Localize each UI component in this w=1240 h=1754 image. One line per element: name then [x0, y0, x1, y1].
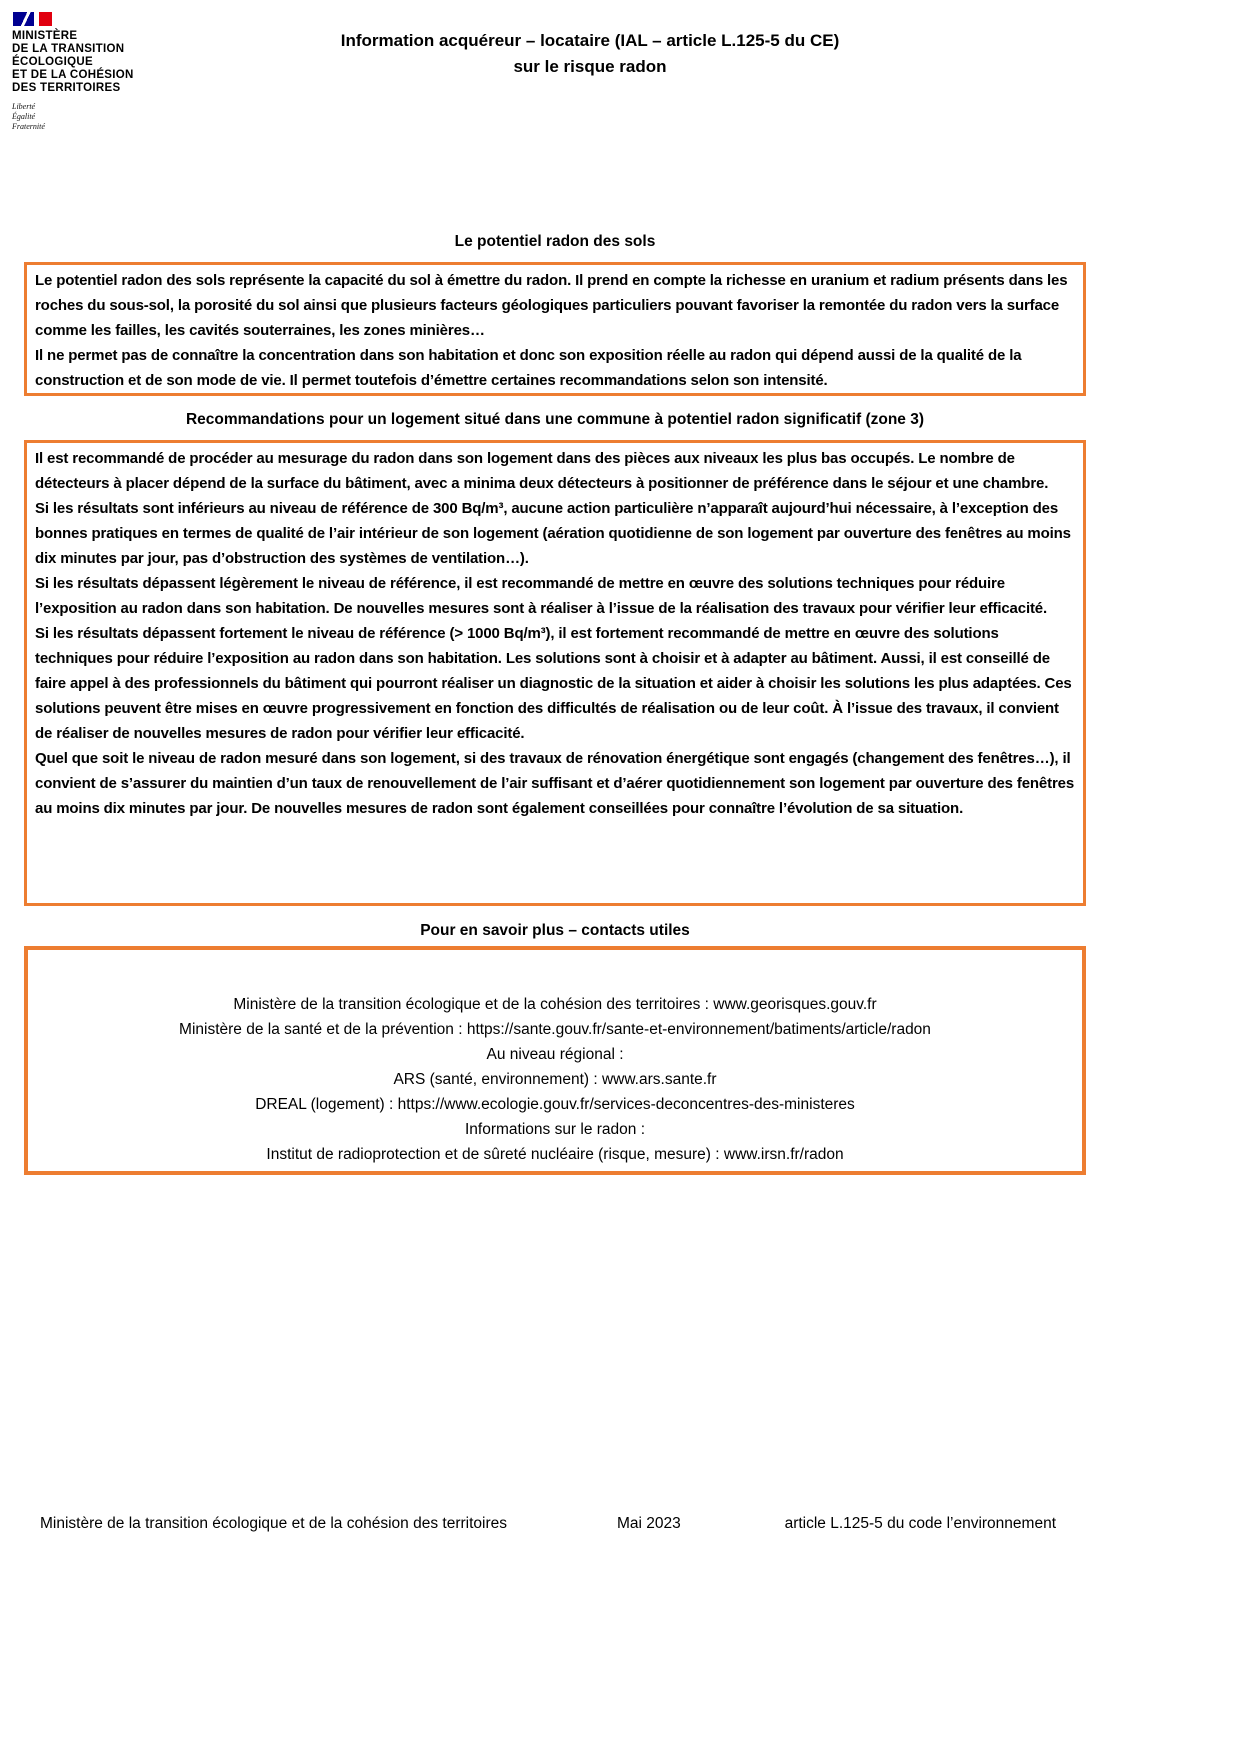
paragraph: Il est recommandé de procéder au mesurage du radon dans son logement dans des pièces aux niveaux les plus bas occupés. Le nombre de détecteurs à placer dépend de la surface du bâtiment, avec a minima deux détecteurs à positionner de préférence dans le séjour et une chambre. — [35, 450, 1049, 492]
flag-red-block — [39, 12, 52, 26]
document-title-line2: sur le risque radon — [513, 57, 667, 76]
paragraph: Le potentiel radon des sols représente la capacité du sol à émettre du radon. Il prend en compte la richesse en uranium et radium présents dans les roches du sous-sol, la porosité du sol ainsi que plusieurs facteurs géologiques particuliers pouvant favoriser la remontée du radon vers la surface comme les failles, les cavités souterraines, les zones minières… — [35, 272, 1068, 339]
potential-box — [24, 262, 1086, 396]
recommendations-box — [24, 440, 1086, 906]
ministry-line: DES TERRITOIRES — [12, 82, 121, 94]
document-title — [0, 28, 1180, 80]
contacts-box — [24, 946, 1086, 1175]
paragraph: Si les résultats sont inférieurs au niveau de référence de 300 Bq/m³, aucune action particulière n’apparaît aujourd’hui nécessaire, à l’exception des bonnes pratiques en termes de qualité de l’air intérieur de son logement (aération quotidienne de son logement par ouverture des fenêtres au moins dix minutes par jour, pas d’obstruction des systèmes de ventilation…). — [35, 500, 1071, 567]
contact-line: Au niveau régional : — [486, 1046, 624, 1063]
ministry-line: ÉCOLOGIQUE — [12, 56, 93, 68]
ministry-line: DE LA TRANSITION — [12, 43, 125, 55]
contact-line: Ministère de la transition écologique et de la cohésion des territoires : www.georisques.gouv.fr — [233, 996, 877, 1013]
footer-ministry: Ministère de la transition écologique et de la cohésion des territoires — [40, 1515, 507, 1532]
paragraph: Il ne permet pas de connaître la concentration dans son habitation et donc son exposition réelle au radon qui dépend aussi de la qualité de la construction et de son mode de vie. Il permet toutefois d’émettre certaines recommandations selon son intensité. — [35, 347, 1022, 389]
contact-line: Informations sur le radon : — [464, 1121, 646, 1138]
ministry-line: MINISTÈRE — [12, 30, 78, 42]
contact-line: DREAL (logement) : https://www.ecologie.gouv.fr/services-deconcentres-des-ministeres — [255, 1096, 855, 1113]
paragraph: Si les résultats dépassent légèrement le niveau de référence, il est recommandé de mettre en œuvre des solutions techniques pour réduire l’exposition au radon dans son habitation. De nouvelles mesures sont à réaliser à l’issue de la réalisation des travaux pour vérifier leur efficacité. — [35, 575, 1048, 617]
motto-line: Liberté — [12, 102, 36, 111]
paragraph: Quel que soit le niveau de radon mesuré dans son logement, si des travaux de rénovation énergétique sont engagés (changement des fenêtres…), il convient de s’assurer du maintien d’un taux de renouvellement de l’air suffisant et d’aérer quotidiennement son logement par ouverture des fenêtres au moins dix minutes par jour. De nouvelles mesures de radon sont également conseillées pour connaître l’évolution de sa situation. — [35, 750, 1075, 817]
section-heading-recommendations: Recommandations pour un logement situé dans une commune à potentiel radon significatif (zone 3) — [185, 411, 925, 428]
footer-date: Mai 2023 — [617, 1515, 681, 1532]
document-title-line1: Information acquéreur – locataire (IAL – article L.125-5 du CE) — [340, 31, 840, 50]
republic-motto — [12, 102, 212, 132]
section-heading-contacts: Pour en savoir plus – contacts utiles — [420, 922, 690, 939]
motto-line: Égalité — [12, 112, 36, 121]
page-footer — [0, 1515, 1240, 1540]
section-heading-potential: Le potentiel radon des sols — [454, 233, 656, 250]
contact-line: Ministère de la santé et de la prévention : https://sante.gouv.fr/sante-et-environnement/batiments/article/radon — [179, 1021, 931, 1038]
motto-line: Fraternité — [12, 122, 45, 131]
contact-line: Institut de radioprotection et de sûreté nucléaire (risque, mesure) : www.irsn.fr/radon — [266, 1146, 844, 1163]
footer-article-ref: article L.125-5 du code l’environnement — [784, 1515, 1056, 1532]
french-flag-icon — [13, 12, 212, 26]
ministry-line: ET DE LA COHÉSION — [12, 69, 134, 81]
paragraph: Si les résultats dépassent fortement le niveau de référence (> 1000 Bq/m³), il est fortement recommandé de mettre en œuvre des solutions techniques pour réduire l’exposition au radon dans son habitation. Les solutions sont à choisir et à adapter au bâtiment. Aussi, il est conseillé de faire appel à des professionnels du bâtiment qui pourront réaliser un diagnostic de la situation et aider à choisir les solutions les plus adaptées. Ces solutions peuvent être mises en œuvre progressivement en fonction des difficultés de réalisation ou de leur coût. À l’issue des travaux, il convient de réaliser de nouvelles mesures de radon pour vérifier leur efficacité. — [35, 625, 1072, 742]
contact-line: ARS (santé, environnement) : www.ars.sante.fr — [393, 1071, 717, 1088]
flag-blue-block — [13, 12, 34, 26]
